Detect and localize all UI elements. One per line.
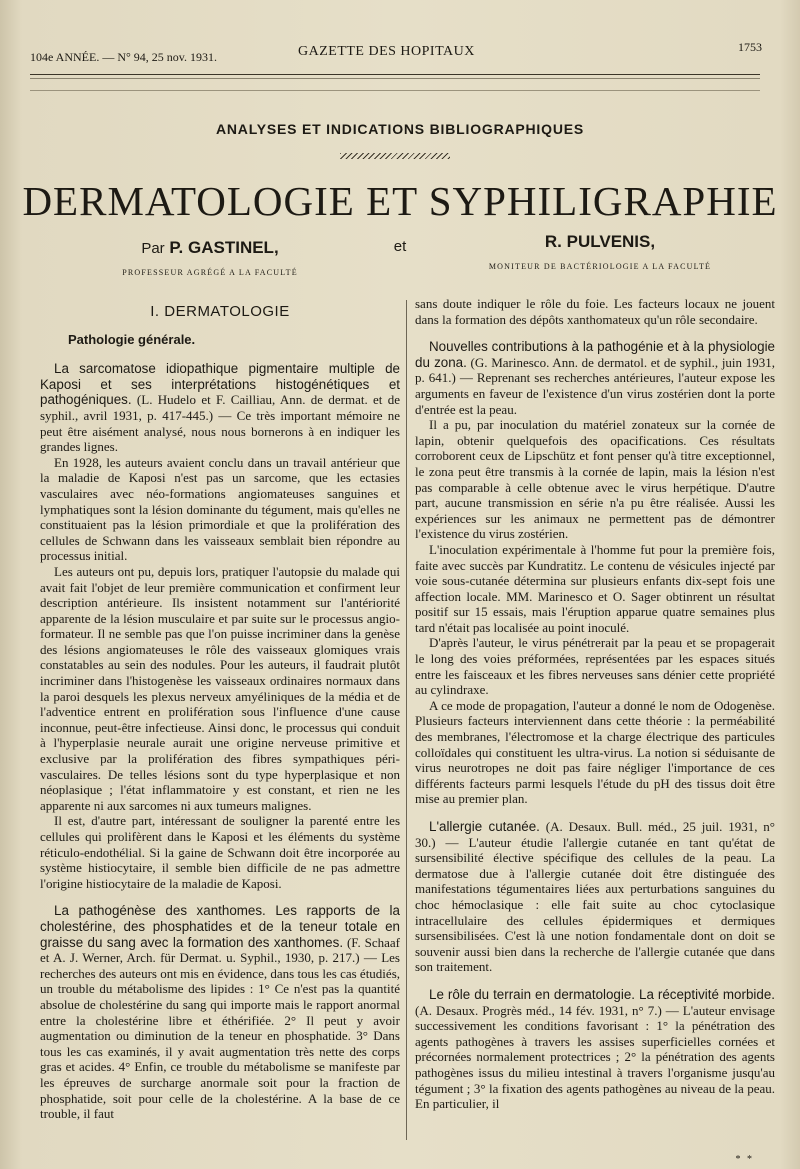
wavy-divider <box>340 153 450 159</box>
article-reference: (F. Schaaf et A. J. Werner, Arch. für Dermat. u. Syphil., 1930, p. 217.) — <box>40 934 401 966</box>
part-title: I. DERMATOLOGIE <box>150 303 290 320</box>
article-reference: (A. Desaux. Progrès méd., 14 fév. 1931, n° 7.) — <box>415 1002 679 1018</box>
subhead-pathologie: Pathologie générale. <box>68 331 196 347</box>
article-paragraph: Il a pu, par inoculation du matériel zonateux sur la cornée de lapin, obtenir quelquefois des opacifications. Ces résultats corroborent ceux de Lipschütz et font penser qu'à titre exceptionnel, le zona peut être transmis à la cornée de lapin, mais la lésion n'est pas comparable à celle obtenue avec le virus herpétique. D'autre part, aucune transmission en série n'a pu être réalisée. Aussi les expériences sur les animaux ne permettent pas de démontrer l'existence du virus zostérien. <box>415 417 775 542</box>
article-paragraph: Les auteurs ont pu, depuis lors, pratiquer l'autopsie du malade qui avait fait l'objet de leur première communication et confirment leur description antérieure. Ils insistent notamment sur l'antériorité apparente de la lésion musculaire et par suite sur le processus angio-formateur. Il ne semble pas que l'on puisse incriminer dans la genèse des lésions angiomateuses le rôle des vaisseaux glomiques vrais constatables au sein des nodules. Pour les auteurs, il faudrait plutôt incriminer dans l'histogenèse les vaisseaux ordinaires normaux dans la paroi desquels les plexus nerveux amyéliniques de la média et de l'adventice entrent en prolifération sous l'influence d'une cause inconnue, peut-être infectieuse. Ainsi donc, le processus qui conduit à l'hyperplasie neurale aurait une origine nerveuse primitive et exclusive par la prolifération des fibres sympathiques péri-vasculaires. De telles lésions sont du type hyperplasique et non néoplasique ; l'état inflammatoire y est constant, et rien ne les apparente ni aux sarcomes ni aux tumeurs malignes. <box>40 563 400 813</box>
author-left-name: P. GASTINEL, <box>169 238 279 257</box>
article-lead: Reprenant ses recherches antérieures, l'auteur expose les arguments en faveur de l'existence d'un virus zostérien dont la porte d'entrée est la peau. <box>415 370 776 417</box>
author-par: Par <box>141 240 165 257</box>
left-column <box>40 304 400 1134</box>
article-lead: L'auteur envisage successivement les conditions favorisant : 1° la pénétration des agents pathogènes à travers les assises superficielles cornées et précornées normalement protectrices ; 2° la pénétration des agents pathogènes issus du milieu intestinal à travers l'organisme jusqu'au tégument ; 3° la fixation des agents pathogènes au niveau de la peau. En particulier, il <box>415 1002 776 1112</box>
author-left-role: PROFESSEUR AGRÉGÉ A LA FACULTÉ <box>122 268 298 277</box>
continuation-paragraph <box>415 296 775 327</box>
header-rule <box>30 74 760 75</box>
section-heading: ANALYSES ET INDICATIONS BIBLIOGRAPHIQUES <box>215 121 585 137</box>
article-lead: Les recherches des auteurs ont mis en évidence, dans tous les cas étudiés, un trouble du métabolisme des lipides : 1° Ce n'est pas la quantité absolue de cholestérine du sang qui importe mais le rapport anormal entre la cholestérine libre et éthérifiée. 2° Il peut y avoir augmentation ou diminution de la teneur en phosphatide. 3° Dans tous les cas examinés, il y avait augmentation très nette des corps gras et acides. 4° Enfin, ce trouble du métabolisme se manifeste par les épreuves de surcharge anormale soit pour la fraction de phosphatide, soit pour celle de la cholestérine. A la base de ce trouble, il faut <box>40 950 400 1122</box>
header-rule-double <box>30 78 760 79</box>
author-conjunction: et <box>393 238 407 255</box>
article-reference: (G. Marinesco. Ann. de dermatol. et de syphil., juin 1931, p. 641.) — <box>415 354 775 386</box>
article-lead: Ce très important mémoire ne peut être aisément analysé, nous nous bornerons à en indiquer les grandes lignes. <box>40 407 401 455</box>
article-title: La sarcomatose idiopathique pigmentaire multiple de Kaposi et ses interprétations histogénétiques et pathogéniques. <box>40 361 400 408</box>
article-title: Nouvelles contributions à la pathogénie et à la physiologie du zona. <box>415 339 775 370</box>
article-title: Le rôle du terrain en dermatologie. La réceptivité morbide. <box>429 986 775 1002</box>
article-kaposi <box>40 361 400 891</box>
author-left <box>60 238 360 258</box>
article-title: L'allergie cutanée. <box>429 819 540 834</box>
issue-line: 104e ANNÉE. — N° 94, 25 nov. 1931. <box>30 50 218 64</box>
article-reference: (A. Desaux. Bull. méd., 25 juil. 1931, n° 30.) — <box>415 819 776 850</box>
article-title: La pathogénèse des xanthomes. Les rapports de la cholestérine, des phosphatides et de la teneur totale en graisse du sang avec la formation des xanthomes. <box>40 903 400 950</box>
article-paragraph: Il est, d'autre part, intéressant de souligner la parenté entre les cellules qui prolifèrent dans le Kaposi et les éléments du système réticulo-endothélial. Si la gaine de Schwann doit être incorporée au système histiocytaire, il semble bien difficile de ne pas admettre l'origine histiocytaire de la maladie de Kaposi. <box>40 813 400 891</box>
author-right-name: R. PULVENIS, <box>544 232 656 251</box>
article-paragraph: A ce mode de propagation, l'auteur a donné le nom de Odogenèse. Plusieurs facteurs interviennent dans cette théorie : la perméabilité des membranes, l'électromose et la charge électrique des particules colloïdales qui constituent les ultra-virus. La notion si séduisante de virus neurotropes ne doit pas faire négliger l'importance de ces différents facteurs parmi lesquels l'étude du pH des tissus doit être mise au premier plan. <box>415 697 775 807</box>
header-rule-thin <box>30 90 760 91</box>
column-divider <box>406 300 407 1140</box>
footer-mark: * * <box>735 1154 754 1165</box>
author-right-role: MONITEUR DE BACTÉRIOLOGIE A LA FACULTÉ <box>488 262 712 271</box>
article-allergie <box>415 819 775 975</box>
article-zona <box>415 339 775 807</box>
article-paragraph: En 1928, les auteurs avaient conclu dans un travail antérieur que la maladie de Kaposi n'est pas un sarcome, que les ectasies vasculaires avec néo-formations angiomateuses sanguines et lymphatiques sont la lésion dominante du tégument, mais qu'elles ne constituaient pas la lésion primordiale et que la prolifération des cellules de Schwann dans les vaisseaux semblait bien répondre au processus initial. <box>40 454 400 564</box>
page-number: 1753 <box>738 40 762 54</box>
article-lead: L'auteur étudie l'allergie cutanée en tant qu'état de sursensibilité élective spécifique des cellules de la peau. La dermatose due à l'allergie cutanée doit être distinguée des manifestations tégumentaires liées aux perturbations sanguines du choc hémoclasique : elle fait suite au choc cytoclasique intracellulaire des cellules épidermiques et dermiques sursensibilisées. C'est là une notion fondamentale dont on doit se souvenir aussi bien dans la recherche de l'allergie cutanée que dans son traitement. <box>415 834 775 975</box>
main-title: DERMATOLOGIE ET SYPHILIGRAPHIE <box>22 178 778 224</box>
article-paragraph: L'inoculation expérimentale à l'homme fut pour la première fois, faite avec succès par Kundratitz. Le contenu de vésicules injecté par voie sous-cutanée détermina sur plusieurs enfants dix-sept fois une affection locale. MM. Marinesco et O. Sager obtinrent un résultat positif sur 15 essais, mais l'éruption apparue quatre semaines plus tard n'était pas localisée au point inoculé. <box>415 541 775 635</box>
article-terrain <box>415 987 775 1112</box>
article-reference: (L. Hudelo et F. Cailliau, Ann. de dermat. et de syphil., avril 1931, p. 417-445.) — <box>40 392 400 423</box>
article-paragraph: sans doute indiquer le rôle du foie. Les facteurs locaux ne jouent dans la formation des dépôts xanthomateux qu'un rôle secondaire. <box>415 296 775 327</box>
journal-name: GAZETTE DES HOPITAUX <box>298 44 475 59</box>
article-xanthomes <box>40 903 400 1121</box>
right-column <box>415 296 775 1124</box>
running-head <box>30 40 762 64</box>
article-paragraph: D'après l'auteur, le virus pénétrerait par la peau et se propagerait le long des voies préformées, représentées par les espaces situés entre les faisceaux et les fibres nerveuses sans dénier cette propriété au cylindraxe. <box>415 635 775 698</box>
